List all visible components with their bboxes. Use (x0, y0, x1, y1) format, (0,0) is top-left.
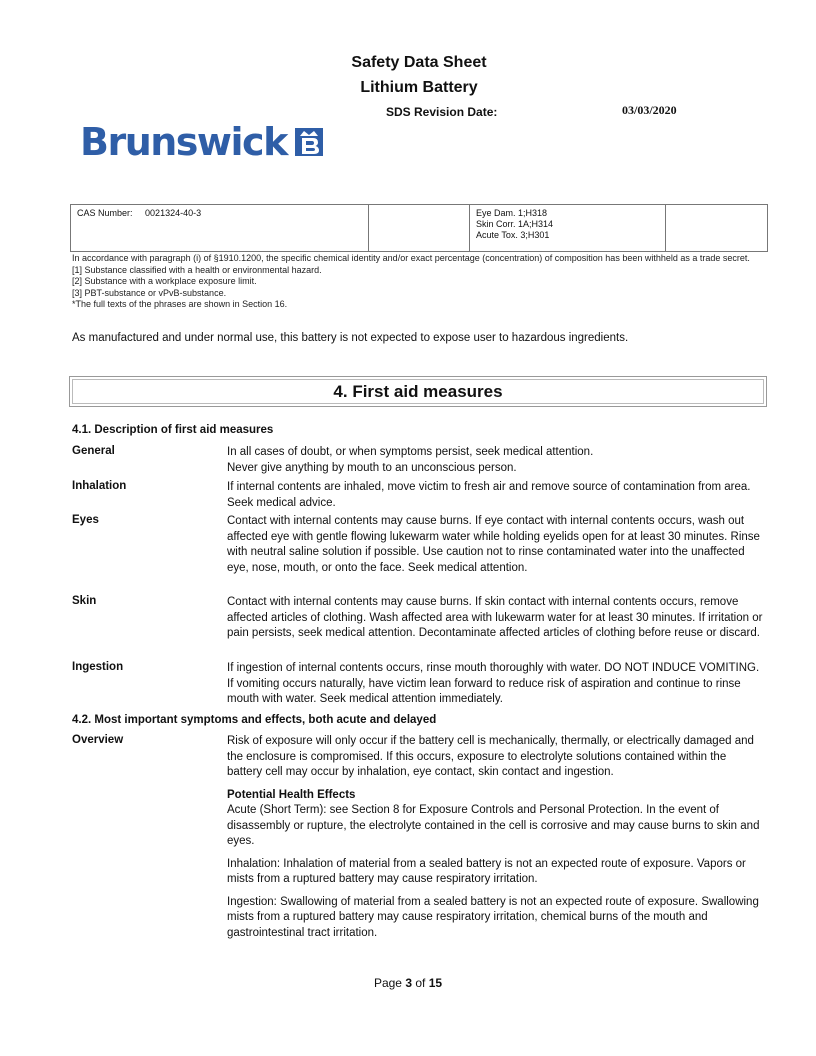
page-word: Page (373, 976, 402, 990)
ingestion-paragraph: Ingestion: Swallowing of material from a sealed battery is not an expected route of exposure. Swallowing mists from a ruptured battery may cause respiratory irritation, chemical burns of the mouth and gastrointestinal tract irritation. (227, 895, 759, 939)
overview-paragraph: Risk of exposure will only occur if the battery cell is mechanically, thermally, or electrically damaged and the enclosure is compromised. If this occurs, exposure to electrolyte solutions contained within the battery cell may occur by inhalation, eye contact, skin contact and ingestion. (227, 735, 754, 778)
note-line: In accordance with paragraph (i) of §1910.1200, the specific chemical identity and/or exact percentage (concentration) of composition has been withheld as a trade secret. (72, 253, 750, 263)
empty-cell (369, 205, 470, 252)
crown-b-icon (294, 127, 324, 157)
row-label: Ingestion (72, 661, 124, 673)
row-label: Overview (72, 734, 124, 746)
row-text: If internal contents are inhaled, move victim to fresh air and remove source of contamination from area. Seek medical advice. (227, 481, 751, 509)
hazard-cell (470, 205, 666, 252)
row-label: General (72, 445, 115, 457)
overview-text (227, 734, 764, 941)
brunswick-logo (80, 118, 325, 190)
note-line: [3] PBT-substance or vPvB-substance. (72, 287, 227, 298)
empty-cell (666, 205, 768, 252)
hazard-line: Acute Tox. 3;H301 (476, 230, 550, 240)
row-label: Eyes (72, 514, 99, 526)
health-effects-heading: Potential Health Effects (227, 788, 356, 801)
section-title: 4. First aid measures (333, 382, 503, 401)
cas-table (70, 204, 768, 252)
note-line: [1] Substance classified with a health or environmental hazard. (72, 264, 322, 275)
section-header (69, 376, 767, 407)
subsection-heading: 4.1. Description of first aid measures (72, 424, 274, 436)
subsection-heading: 4.2. Most important symptoms and effects, both acute and delayed (72, 714, 437, 726)
exposure-statement: As manufactured and under normal use, this battery is not expected to expose user to hazardous ingredients. (72, 332, 629, 344)
row-label: Skin (72, 595, 97, 607)
acute-paragraph: Acute (Short Term): see Section 8 for Exposure Controls and Personal Protection. In the event of disassembly or rupture, the electrolyte contained in the cell is corrosive and may cause burns to skin and eyes. (227, 804, 760, 847)
revision-date-label: SDS Revision Date: (386, 105, 498, 119)
revision-date-value: 03/03/2020 (622, 103, 677, 117)
cas-label: CAS Number: (77, 208, 133, 218)
row-text: In all cases of doubt, or when symptoms persist, seek medical attention. Never give anything by mouth to an unconscious person. (227, 446, 594, 474)
row-text: If ingestion of internal contents occurs, rinse mouth thoroughly with water. DO NOT INDUCE VOMITING. If vomiting occurs naturally, have victim lean forward to reduce risk of aspiration and continue to rinse mouth with water. Seek medical attention immediately. (227, 662, 760, 705)
row-text: Contact with internal contents may cause burns. If eye contact with internal contents occurs, wash out affected eye with gentle flowing lukewarm water while holding eyelids open for at least 30 minutes. Rinse with neutral saline solution if possible. Use caution not to rinse contaminated water into the unaffected eye, nose, mouth, or onto the face. Seek medical attention. (227, 515, 760, 574)
hazard-line: Eye Dam. 1;H318 (476, 208, 548, 218)
note-line: [2] Substance with a workplace exposure limit. (72, 276, 257, 286)
page-footer (0, 976, 816, 990)
note-line: *The full texts of the phrases are shown in Section 16. (72, 299, 288, 309)
cas-value: 0021324-40-3 (145, 208, 202, 218)
document-title: Safety Data Sheet (351, 54, 487, 71)
row-label: Inhalation (72, 480, 127, 492)
of-word: of (415, 976, 426, 990)
page-total: 15 (428, 976, 443, 990)
notes (72, 253, 762, 311)
logo-text: Brunswick (80, 120, 287, 164)
row-text: Contact with internal contents may cause burns. If skin contact with internal contents occurs, remove affected articles of clothing. Wash affected area with lukewarm water for at least 30 minutes. If irritation or pain persists, seek medical attention. Decontaminate affected articles of clothing before reuse or discard. (227, 596, 763, 639)
cas-cell (71, 205, 369, 252)
hazard-line: Skin Corr. 1A;H314 (476, 219, 554, 229)
inhalation-paragraph: Inhalation: Inhalation of material from a sealed battery is not an expected route of exposure. Vapors or mists from a ruptured battery may cause respiratory irritation. (227, 857, 746, 885)
page-number: 3 (405, 976, 412, 990)
document-subtitle: Lithium Battery (360, 79, 478, 96)
